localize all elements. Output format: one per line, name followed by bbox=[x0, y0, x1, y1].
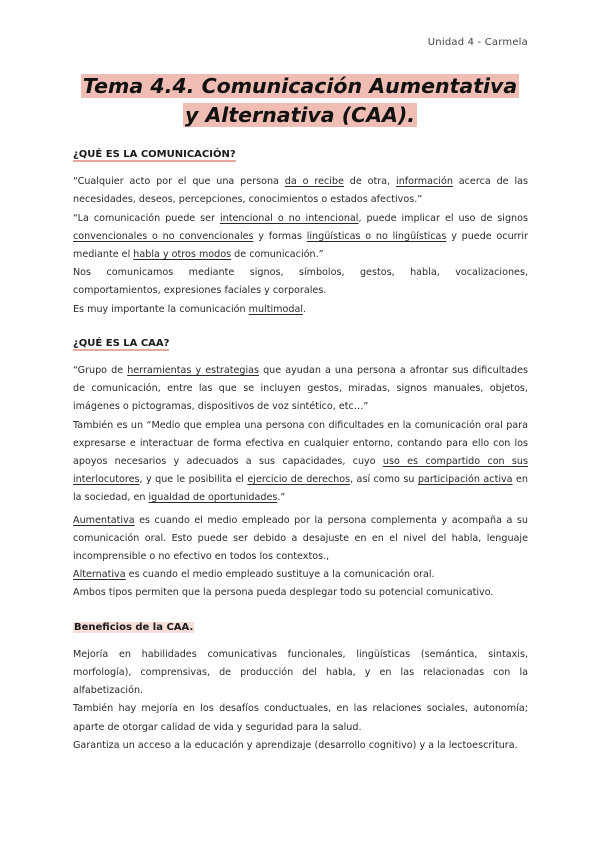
paragraph: También hay mejoría en los desafíos conductuales, en las relaciones sociales, autonomía; aparte de otorgar calidad de vida y seguridad para la salud. bbox=[73, 703, 528, 733]
document-body bbox=[73, 146, 528, 755]
paragraph: “Cualquier acto por el que una persona da o recibe de otra, información acerca de las necesidades, deseos, percepciones, conocimientos o estados afectivos.” bbox=[73, 176, 528, 206]
page-title bbox=[0, 72, 600, 130]
paragraph: Alternativa es cuando el medio empleado sustituye a la comunicación oral. bbox=[73, 569, 435, 581]
section-heading-comunicacion: ¿QUÉ ES LA COMUNICACIÓN? bbox=[73, 149, 236, 160]
paragraph: Garantiza un acceso a la educación y aprendizaje (desarrollo cognitivo) y a la lectoescritura. bbox=[73, 739, 518, 751]
paragraph: Es muy importante la comunicación multimodal. bbox=[73, 303, 307, 315]
paragraph: “Grupo de herramientas y estrategias que ayudan a una persona a afrontar sus dificultades de comunicación, entre las que se incluyen gestos, miradas, signos manuales, objetos, imágenes o pictogramas, dispositivos de voz sintético, etc…” bbox=[73, 365, 528, 413]
section-heading-caa: ¿QUÉ ES LA CAA? bbox=[73, 337, 170, 349]
paragraph: Mejoría en habilidades comunicativas funcionales, lingüísticas (semántica, sintaxis, morfología), comprensivas, de producción del habla, y en las relacionadas con la alfabetización. bbox=[73, 648, 528, 697]
title-line-2: y Alternativa (CAA). bbox=[184, 103, 416, 127]
paragraph: Aumentativa es cuando el medio empleado por la persona complementa y acompaña a su comunicación oral. Esto puede ser debido a desajuste en en el nivel del habla, lenguaje incomprensible o no efectivo en todos los contextos., bbox=[73, 514, 528, 563]
paragraph: “La comunicación puede ser intencional o no intencional, puede implicar el uso de signos convencionales o no convencionales y formas lingüísticas o no lingüísticas y puede ocurrir mediante el habla y otros modos de comunicación.” bbox=[73, 212, 528, 261]
paragraph: Ambos tipos permiten que la persona pueda desplegar todo su potencial comunicativo. bbox=[73, 587, 494, 599]
section-heading-beneficios: Beneficios de la CAA. bbox=[74, 621, 194, 633]
paragraph: También es un “Medio que emplea una persona con dificultades en la comunicación oral para expresarse e interactuar de forma efectiva en cualquier entorno, contando para ello con los apoyos necesarios y adecuados a sus capacidades, cuyo uso es compartido con sus interlocutores, y que le posibilita el ejercicio de derechos, así como su participación activa en la sociedad, en igualdad de oportunidades.” bbox=[73, 419, 529, 504]
page-header: Unidad 4 - Carmela bbox=[427, 37, 528, 48]
title-line-1: Tema 4.4. Comunicación Aumentativa bbox=[82, 74, 518, 98]
paragraph: Nos comunicamos mediante signos, símbolos, gestos, habla, vocalizaciones, comportamientos, expresiones faciales y corporales. bbox=[73, 267, 528, 297]
